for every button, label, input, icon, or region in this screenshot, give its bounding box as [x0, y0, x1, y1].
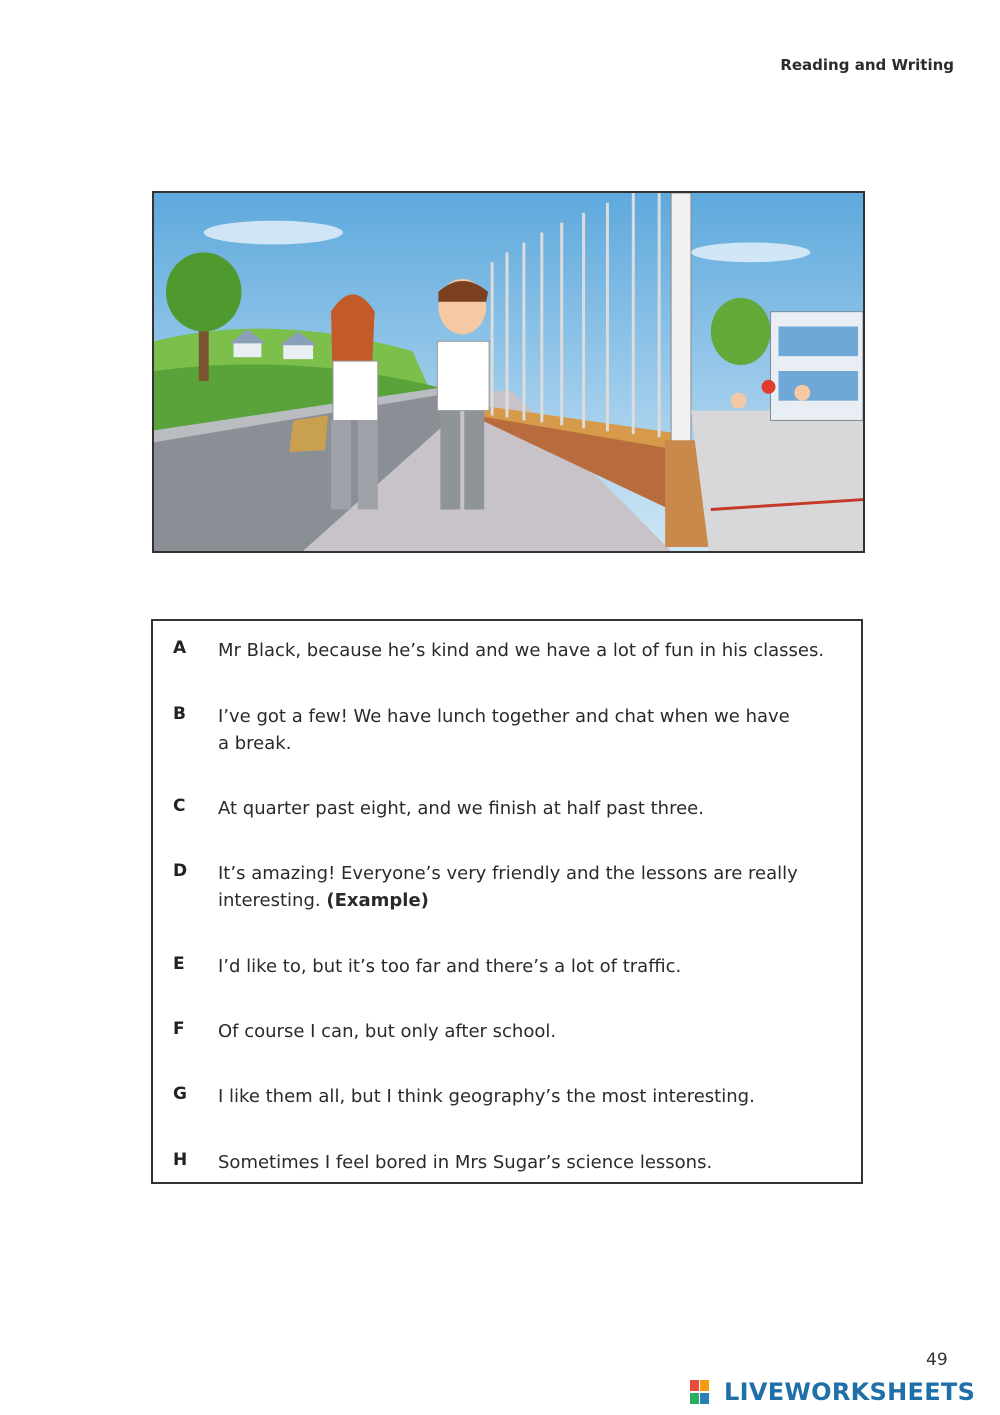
option-letter: D: [173, 861, 188, 881]
option-text: At quarter past eight, and we finish at half past three.: [218, 798, 704, 819]
option-letter: G: [173, 1084, 187, 1104]
liveworksheets-logo-icon: [690, 1380, 720, 1404]
example-label: (Example): [326, 890, 429, 911]
option-text: I’ve got a few! We have lunch together and chat when we have a break.: [218, 706, 790, 754]
option-letter: F: [173, 1019, 185, 1039]
child-playing: [794, 385, 810, 401]
tree-canopy: [166, 252, 242, 331]
option-text: Mr Black, because he’s kind and we have a lot of fun in his classes.: [218, 640, 825, 661]
option-letter: B: [173, 704, 186, 724]
brand-name: LIVEWORKSHEETS: [724, 1378, 976, 1406]
school-building: [771, 312, 863, 421]
option-text: Of course I can, but only after school.: [218, 1021, 557, 1042]
cloud: [691, 242, 810, 262]
illustration-svg: [154, 193, 863, 551]
option-letter: E: [173, 954, 185, 974]
option-text: I’d like to, but it’s too far and there’s a lot of traffic.: [218, 956, 682, 977]
cloud: [204, 221, 343, 245]
playground: [691, 411, 863, 551]
option-text: It’s amazing! Everyone’s very friendly and the lessons are really interesting. (Example): [218, 863, 798, 911]
option-text: I like them all, but I think geography’s the most interesting.: [218, 1086, 755, 1107]
option-letter: H: [173, 1150, 188, 1170]
answer-options-box: [151, 619, 863, 1184]
liveworksheets-brand[interactable]: [690, 1377, 975, 1407]
page-number: 49: [926, 1350, 948, 1370]
school-street-illustration: [152, 191, 865, 553]
section-title: Reading and Writing: [780, 56, 954, 74]
option-letter: A: [173, 638, 187, 658]
option-letter: C: [173, 796, 186, 816]
option-text: Sometimes I feel bored in Mrs Sugar’s science lessons.: [218, 1152, 713, 1173]
child-playing: [731, 393, 747, 409]
tree-canopy: [711, 298, 771, 365]
football: [762, 380, 776, 394]
